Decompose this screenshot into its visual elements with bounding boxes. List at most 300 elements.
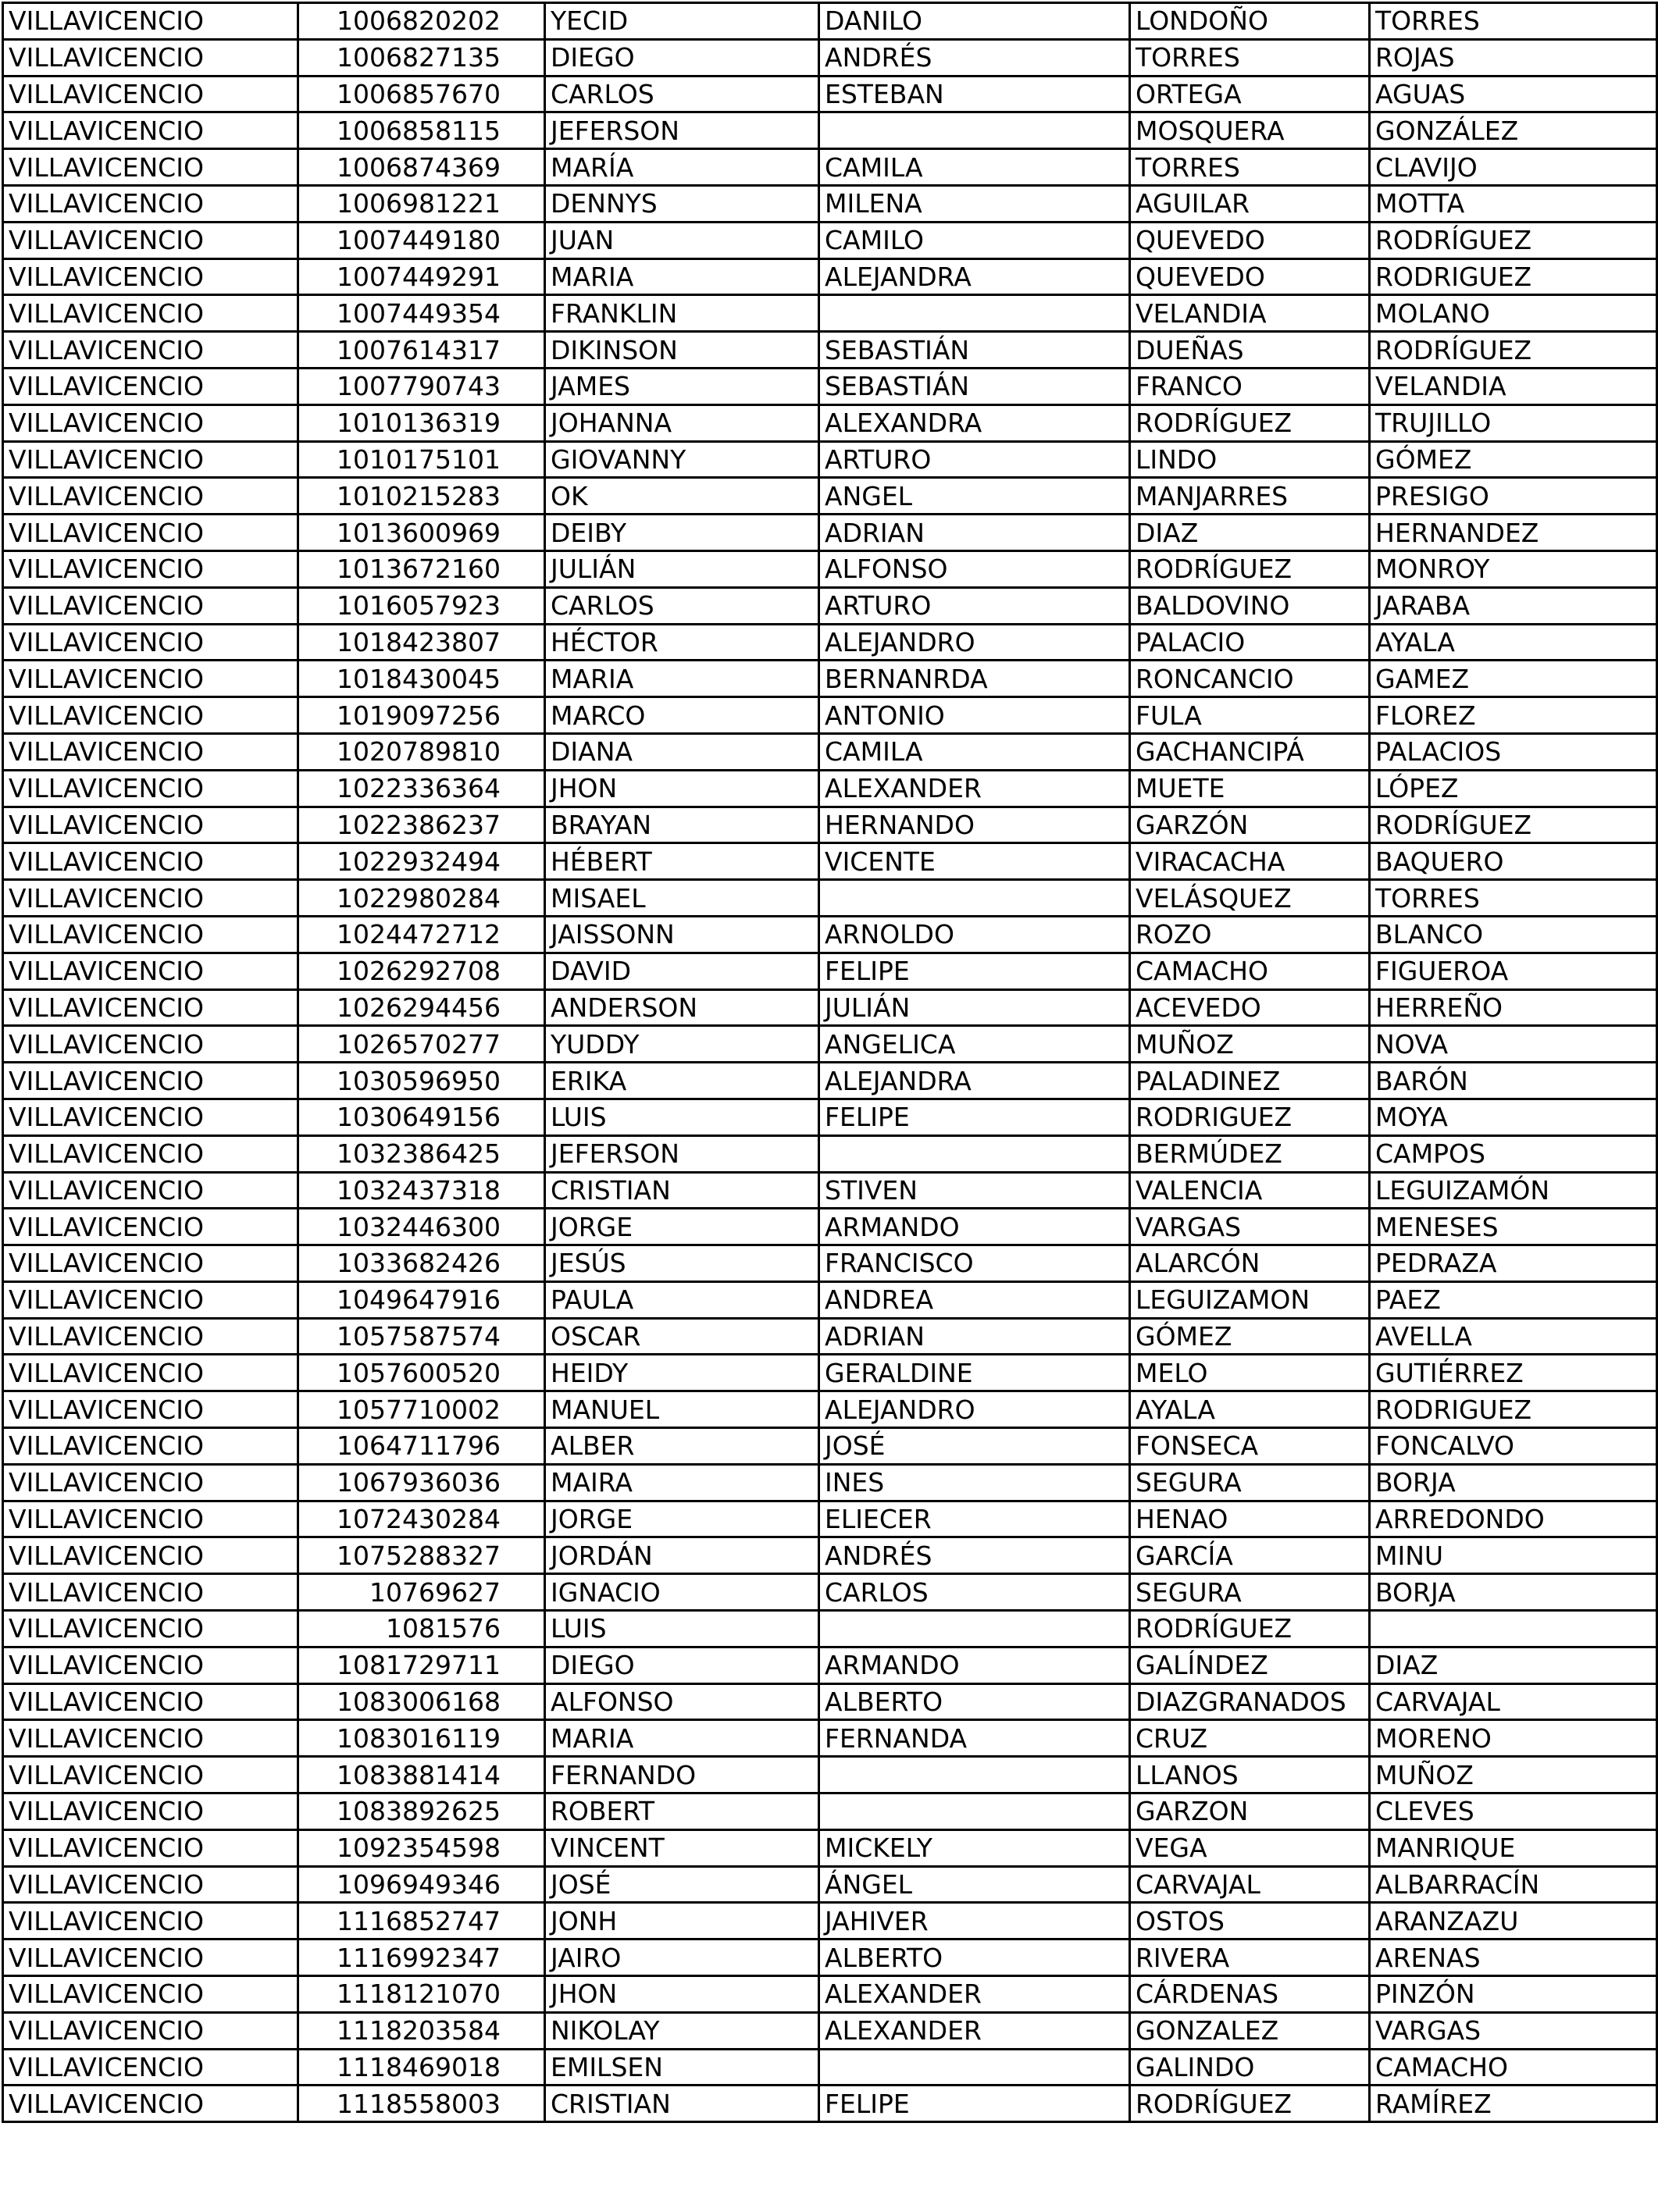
- id-number-cell[interactable]: 1057587574: [298, 1318, 545, 1355]
- second-surname-cell[interactable]: HERNANDEZ: [1370, 515, 1657, 551]
- first-surname-cell[interactable]: ROZO: [1130, 916, 1370, 953]
- first-name-cell[interactable]: ALBER: [545, 1428, 819, 1465]
- second-name-cell[interactable]: SEBASTIÁN: [819, 332, 1130, 369]
- id-number-cell[interactable]: 1018430045: [298, 661, 545, 697]
- second-surname-cell[interactable]: MANRIQUE: [1370, 1829, 1657, 1866]
- first-surname-cell[interactable]: ALARCÓN: [1130, 1245, 1370, 1282]
- city-cell[interactable]: VILLAVICENCIO: [3, 624, 298, 661]
- second-name-cell[interactable]: ALEJANDRA: [819, 1063, 1130, 1099]
- second-name-cell[interactable]: ARTURO: [819, 587, 1130, 624]
- first-name-cell[interactable]: BRAYAN: [545, 807, 819, 843]
- second-surname-cell[interactable]: HERREÑO: [1370, 989, 1657, 1026]
- city-cell[interactable]: VILLAVICENCIO: [3, 1757, 298, 1793]
- first-name-cell[interactable]: MISAEL: [545, 880, 819, 917]
- city-cell[interactable]: VILLAVICENCIO: [3, 2086, 298, 2122]
- second-surname-cell[interactable]: [1370, 1611, 1657, 1647]
- first-name-cell[interactable]: DIANA: [545, 733, 819, 770]
- first-surname-cell[interactable]: TORRES: [1130, 39, 1370, 76]
- first-surname-cell[interactable]: AGUILAR: [1130, 185, 1370, 222]
- first-name-cell[interactable]: FERNANDO: [545, 1757, 819, 1793]
- second-surname-cell[interactable]: GAMEZ: [1370, 661, 1657, 697]
- second-surname-cell[interactable]: RODRIGUEZ: [1370, 1391, 1657, 1428]
- first-name-cell[interactable]: ALFONSO: [545, 1683, 819, 1720]
- city-cell[interactable]: VILLAVICENCIO: [3, 770, 298, 807]
- first-name-cell[interactable]: IGNACIO: [545, 1574, 819, 1611]
- city-cell[interactable]: VILLAVICENCIO: [3, 1683, 298, 1720]
- city-cell[interactable]: VILLAVICENCIO: [3, 916, 298, 953]
- city-cell[interactable]: VILLAVICENCIO: [3, 587, 298, 624]
- id-number-cell[interactable]: 1022932494: [298, 843, 545, 880]
- first-name-cell[interactable]: VINCENT: [545, 1829, 819, 1866]
- id-number-cell[interactable]: 1118203584: [298, 2012, 545, 2049]
- first-name-cell[interactable]: MARIA: [545, 661, 819, 697]
- first-surname-cell[interactable]: BALDOVINO: [1130, 587, 1370, 624]
- second-name-cell[interactable]: VICENTE: [819, 843, 1130, 880]
- city-cell[interactable]: VILLAVICENCIO: [3, 1793, 298, 1830]
- first-surname-cell[interactable]: CARVAJAL: [1130, 1866, 1370, 1903]
- second-name-cell[interactable]: ESTEBAN: [819, 76, 1130, 112]
- first-surname-cell[interactable]: RODRÍGUEZ: [1130, 404, 1370, 441]
- second-name-cell[interactable]: ÁNGEL: [819, 1866, 1130, 1903]
- first-name-cell[interactable]: DIEGO: [545, 1647, 819, 1683]
- city-cell[interactable]: VILLAVICENCIO: [3, 1355, 298, 1391]
- city-cell[interactable]: VILLAVICENCIO: [3, 368, 298, 404]
- first-surname-cell[interactable]: GARZON: [1130, 1793, 1370, 1830]
- id-number-cell[interactable]: 1064711796: [298, 1428, 545, 1465]
- second-surname-cell[interactable]: JARABA: [1370, 587, 1657, 624]
- id-number-cell[interactable]: 1033682426: [298, 1245, 545, 1282]
- second-surname-cell[interactable]: MORENO: [1370, 1720, 1657, 1757]
- first-surname-cell[interactable]: VELANDIA: [1130, 295, 1370, 332]
- id-number-cell[interactable]: 1022386237: [298, 807, 545, 843]
- first-surname-cell[interactable]: CRUZ: [1130, 1720, 1370, 1757]
- first-surname-cell[interactable]: LINDO: [1130, 441, 1370, 478]
- first-surname-cell[interactable]: SEGURA: [1130, 1464, 1370, 1501]
- first-name-cell[interactable]: JULIÁN: [545, 550, 819, 587]
- id-number-cell[interactable]: 1006981221: [298, 185, 545, 222]
- city-cell[interactable]: VILLAVICENCIO: [3, 185, 298, 222]
- first-surname-cell[interactable]: PALACIO: [1130, 624, 1370, 661]
- second-name-cell[interactable]: ANDRÉS: [819, 1537, 1130, 1574]
- second-name-cell[interactable]: ANGELICA: [819, 1026, 1130, 1063]
- first-surname-cell[interactable]: LEGUIZAMON: [1130, 1281, 1370, 1318]
- first-surname-cell[interactable]: GARCÍA: [1130, 1537, 1370, 1574]
- second-name-cell[interactable]: [819, 1757, 1130, 1793]
- second-surname-cell[interactable]: TORRES: [1370, 880, 1657, 917]
- first-name-cell[interactable]: JAIRO: [545, 1940, 819, 1976]
- second-name-cell[interactable]: [819, 295, 1130, 332]
- second-surname-cell[interactable]: LEGUIZAMÓN: [1370, 1172, 1657, 1209]
- second-name-cell[interactable]: ARTURO: [819, 441, 1130, 478]
- second-name-cell[interactable]: CAMILA: [819, 149, 1130, 186]
- id-number-cell[interactable]: 1096949346: [298, 1866, 545, 1903]
- first-surname-cell[interactable]: GACHANCIPÁ: [1130, 733, 1370, 770]
- second-name-cell[interactable]: ALBERTO: [819, 1940, 1130, 1976]
- id-number-cell[interactable]: 1030649156: [298, 1099, 545, 1135]
- id-number-cell[interactable]: 1010136319: [298, 404, 545, 441]
- first-surname-cell[interactable]: GARZÓN: [1130, 807, 1370, 843]
- second-surname-cell[interactable]: PINZÓN: [1370, 1976, 1657, 2013]
- id-number-cell[interactable]: 1057710002: [298, 1391, 545, 1428]
- first-name-cell[interactable]: HÉBERT: [545, 843, 819, 880]
- second-surname-cell[interactable]: TORRES: [1370, 3, 1657, 40]
- second-name-cell[interactable]: ALEXANDER: [819, 770, 1130, 807]
- first-name-cell[interactable]: JUAN: [545, 222, 819, 258]
- second-name-cell[interactable]: FELIPE: [819, 953, 1130, 989]
- city-cell[interactable]: VILLAVICENCIO: [3, 515, 298, 551]
- second-name-cell[interactable]: ALEJANDRA: [819, 258, 1130, 295]
- first-surname-cell[interactable]: ACEVEDO: [1130, 989, 1370, 1026]
- city-cell[interactable]: VILLAVICENCIO: [3, 1428, 298, 1465]
- city-cell[interactable]: VILLAVICENCIO: [3, 1976, 298, 2013]
- first-surname-cell[interactable]: MUETE: [1130, 770, 1370, 807]
- first-surname-cell[interactable]: VELÁSQUEZ: [1130, 880, 1370, 917]
- id-number-cell[interactable]: 1032446300: [298, 1209, 545, 1245]
- first-name-cell[interactable]: HÉCTOR: [545, 624, 819, 661]
- first-surname-cell[interactable]: MOSQUERA: [1130, 112, 1370, 149]
- first-surname-cell[interactable]: FULA: [1130, 697, 1370, 734]
- second-name-cell[interactable]: ALEJANDRO: [819, 624, 1130, 661]
- id-number-cell[interactable]: 1026294456: [298, 989, 545, 1026]
- first-name-cell[interactable]: CRISTIAN: [545, 1172, 819, 1209]
- first-name-cell[interactable]: MAIRA: [545, 1464, 819, 1501]
- second-name-cell[interactable]: [819, 2049, 1130, 2086]
- second-surname-cell[interactable]: CLEVES: [1370, 1793, 1657, 1830]
- city-cell[interactable]: VILLAVICENCIO: [3, 1464, 298, 1501]
- second-surname-cell[interactable]: FIGUEROA: [1370, 953, 1657, 989]
- city-cell[interactable]: VILLAVICENCIO: [3, 1099, 298, 1135]
- first-name-cell[interactable]: JAISSONN: [545, 916, 819, 953]
- second-name-cell[interactable]: JOSÉ: [819, 1428, 1130, 1465]
- first-name-cell[interactable]: EMILSEN: [545, 2049, 819, 2086]
- first-name-cell[interactable]: OK: [545, 478, 819, 515]
- city-cell[interactable]: VILLAVICENCIO: [3, 843, 298, 880]
- first-name-cell[interactable]: JHON: [545, 1976, 819, 2013]
- city-cell[interactable]: VILLAVICENCIO: [3, 149, 298, 186]
- first-surname-cell[interactable]: DIAZ: [1130, 515, 1370, 551]
- id-number-cell[interactable]: 1007449291: [298, 258, 545, 295]
- second-name-cell[interactable]: ALEXANDER: [819, 2012, 1130, 2049]
- city-cell[interactable]: VILLAVICENCIO: [3, 1026, 298, 1063]
- city-cell[interactable]: VILLAVICENCIO: [3, 295, 298, 332]
- first-name-cell[interactable]: DIKINSON: [545, 332, 819, 369]
- second-surname-cell[interactable]: AGUAS: [1370, 76, 1657, 112]
- second-name-cell[interactable]: ALEXANDRA: [819, 404, 1130, 441]
- second-surname-cell[interactable]: ROJAS: [1370, 39, 1657, 76]
- first-name-cell[interactable]: JORGE: [545, 1209, 819, 1245]
- first-name-cell[interactable]: JEFERSON: [545, 1135, 819, 1172]
- first-surname-cell[interactable]: MELO: [1130, 1355, 1370, 1391]
- second-name-cell[interactable]: FELIPE: [819, 1099, 1130, 1135]
- first-surname-cell[interactable]: GÓMEZ: [1130, 1318, 1370, 1355]
- id-number-cell[interactable]: 1007614317: [298, 332, 545, 369]
- first-surname-cell[interactable]: PALADINEZ: [1130, 1063, 1370, 1099]
- first-surname-cell[interactable]: RODRÍGUEZ: [1130, 550, 1370, 587]
- first-surname-cell[interactable]: AYALA: [1130, 1391, 1370, 1428]
- id-number-cell[interactable]: 1006827135: [298, 39, 545, 76]
- id-number-cell[interactable]: 1075288327: [298, 1537, 545, 1574]
- second-surname-cell[interactable]: MUÑOZ: [1370, 1757, 1657, 1793]
- first-name-cell[interactable]: DIEGO: [545, 39, 819, 76]
- first-name-cell[interactable]: CARLOS: [545, 587, 819, 624]
- first-surname-cell[interactable]: RIVERA: [1130, 1940, 1370, 1976]
- city-cell[interactable]: VILLAVICENCIO: [3, 1281, 298, 1318]
- first-surname-cell[interactable]: LLANOS: [1130, 1757, 1370, 1793]
- second-surname-cell[interactable]: RODRÍGUEZ: [1370, 222, 1657, 258]
- first-name-cell[interactable]: JOSÉ: [545, 1866, 819, 1903]
- second-surname-cell[interactable]: PAEZ: [1370, 1281, 1657, 1318]
- second-surname-cell[interactable]: PALACIOS: [1370, 733, 1657, 770]
- first-name-cell[interactable]: ERIKA: [545, 1063, 819, 1099]
- city-cell[interactable]: VILLAVICENCIO: [3, 1318, 298, 1355]
- first-name-cell[interactable]: MARCO: [545, 697, 819, 734]
- id-number-cell[interactable]: 1026570277: [298, 1026, 545, 1063]
- first-name-cell[interactable]: JORDÁN: [545, 1537, 819, 1574]
- second-surname-cell[interactable]: RAMÍREZ: [1370, 2086, 1657, 2122]
- first-surname-cell[interactable]: GONZALEZ: [1130, 2012, 1370, 2049]
- city-cell[interactable]: VILLAVICENCIO: [3, 661, 298, 697]
- second-name-cell[interactable]: FELIPE: [819, 2086, 1130, 2122]
- city-cell[interactable]: VILLAVICENCIO: [3, 953, 298, 989]
- city-cell[interactable]: VILLAVICENCIO: [3, 2012, 298, 2049]
- first-name-cell[interactable]: JORGE: [545, 1501, 819, 1537]
- second-surname-cell[interactable]: VARGAS: [1370, 2012, 1657, 2049]
- first-surname-cell[interactable]: GALINDO: [1130, 2049, 1370, 2086]
- first-surname-cell[interactable]: RONCANCIO: [1130, 661, 1370, 697]
- first-name-cell[interactable]: GIOVANNY: [545, 441, 819, 478]
- first-name-cell[interactable]: YUDDY: [545, 1026, 819, 1063]
- second-surname-cell[interactable]: BORJA: [1370, 1574, 1657, 1611]
- id-number-cell[interactable]: 1032386425: [298, 1135, 545, 1172]
- id-number-cell[interactable]: 1006858115: [298, 112, 545, 149]
- first-surname-cell[interactable]: DIAZGRANADOS: [1130, 1683, 1370, 1720]
- second-surname-cell[interactable]: GÓMEZ: [1370, 441, 1657, 478]
- first-name-cell[interactable]: MARIA: [545, 1720, 819, 1757]
- city-cell[interactable]: VILLAVICENCIO: [3, 989, 298, 1026]
- second-surname-cell[interactable]: PRESIGO: [1370, 478, 1657, 515]
- first-surname-cell[interactable]: VALENCIA: [1130, 1172, 1370, 1209]
- id-number-cell[interactable]: 1006857670: [298, 76, 545, 112]
- second-name-cell[interactable]: FERNANDA: [819, 1720, 1130, 1757]
- city-cell[interactable]: VILLAVICENCIO: [3, 733, 298, 770]
- second-name-cell[interactable]: [819, 1611, 1130, 1647]
- id-number-cell[interactable]: 1022336364: [298, 770, 545, 807]
- first-name-cell[interactable]: ROBERT: [545, 1793, 819, 1830]
- city-cell[interactable]: VILLAVICENCIO: [3, 1245, 298, 1282]
- id-number-cell[interactable]: 1010215283: [298, 478, 545, 515]
- id-number-cell[interactable]: 1026292708: [298, 953, 545, 989]
- second-surname-cell[interactable]: MINU: [1370, 1537, 1657, 1574]
- first-name-cell[interactable]: CARLOS: [545, 76, 819, 112]
- first-name-cell[interactable]: LUIS: [545, 1099, 819, 1135]
- second-surname-cell[interactable]: NOVA: [1370, 1026, 1657, 1063]
- second-surname-cell[interactable]: CAMPOS: [1370, 1135, 1657, 1172]
- second-name-cell[interactable]: CARLOS: [819, 1574, 1130, 1611]
- first-surname-cell[interactable]: BERMÚDEZ: [1130, 1135, 1370, 1172]
- second-surname-cell[interactable]: FONCALVO: [1370, 1428, 1657, 1465]
- id-number-cell[interactable]: 1022980284: [298, 880, 545, 917]
- id-number-cell[interactable]: 1024472712: [298, 916, 545, 953]
- city-cell[interactable]: VILLAVICENCIO: [3, 880, 298, 917]
- id-number-cell[interactable]: 1083016119: [298, 1720, 545, 1757]
- city-cell[interactable]: VILLAVICENCIO: [3, 1501, 298, 1537]
- first-surname-cell[interactable]: RODRÍGUEZ: [1130, 2086, 1370, 2122]
- id-number-cell[interactable]: 1018423807: [298, 624, 545, 661]
- second-surname-cell[interactable]: PEDRAZA: [1370, 1245, 1657, 1282]
- second-name-cell[interactable]: ALEXANDER: [819, 1976, 1130, 2013]
- first-surname-cell[interactable]: CÁRDENAS: [1130, 1976, 1370, 2013]
- second-surname-cell[interactable]: RODRIGUEZ: [1370, 258, 1657, 295]
- city-cell[interactable]: VILLAVICENCIO: [3, 1537, 298, 1574]
- second-name-cell[interactable]: ARMANDO: [819, 1209, 1130, 1245]
- city-cell[interactable]: VILLAVICENCIO: [3, 39, 298, 76]
- second-surname-cell[interactable]: BAQUERO: [1370, 843, 1657, 880]
- id-number-cell[interactable]: 1007790743: [298, 368, 545, 404]
- second-name-cell[interactable]: ELIECER: [819, 1501, 1130, 1537]
- city-cell[interactable]: VILLAVICENCIO: [3, 258, 298, 295]
- id-number-cell[interactable]: 1010175101: [298, 441, 545, 478]
- first-name-cell[interactable]: MANUEL: [545, 1391, 819, 1428]
- id-number-cell[interactable]: 1013600969: [298, 515, 545, 551]
- first-surname-cell[interactable]: OSTOS: [1130, 1903, 1370, 1940]
- city-cell[interactable]: VILLAVICENCIO: [3, 3, 298, 40]
- id-number-cell[interactable]: 1049647916: [298, 1281, 545, 1318]
- first-surname-cell[interactable]: MANJARRES: [1130, 478, 1370, 515]
- city-cell[interactable]: VILLAVICENCIO: [3, 1063, 298, 1099]
- second-name-cell[interactable]: ANGEL: [819, 478, 1130, 515]
- second-name-cell[interactable]: ANDREA: [819, 1281, 1130, 1318]
- second-name-cell[interactable]: [819, 1135, 1130, 1172]
- city-cell[interactable]: VILLAVICENCIO: [3, 1209, 298, 1245]
- first-name-cell[interactable]: CRISTIAN: [545, 2086, 819, 2122]
- first-surname-cell[interactable]: VIRACACHA: [1130, 843, 1370, 880]
- second-name-cell[interactable]: ARMANDO: [819, 1647, 1130, 1683]
- first-surname-cell[interactable]: SEGURA: [1130, 1574, 1370, 1611]
- city-cell[interactable]: VILLAVICENCIO: [3, 1172, 298, 1209]
- first-surname-cell[interactable]: VEGA: [1130, 1829, 1370, 1866]
- second-name-cell[interactable]: ADRIAN: [819, 1318, 1130, 1355]
- city-cell[interactable]: VILLAVICENCIO: [3, 1647, 298, 1683]
- first-name-cell[interactable]: PAULA: [545, 1281, 819, 1318]
- second-surname-cell[interactable]: CAMACHO: [1370, 2049, 1657, 2086]
- second-surname-cell[interactable]: ARREDONDO: [1370, 1501, 1657, 1537]
- city-cell[interactable]: VILLAVICENCIO: [3, 1866, 298, 1903]
- first-surname-cell[interactable]: FRANCO: [1130, 368, 1370, 404]
- city-cell[interactable]: VILLAVICENCIO: [3, 222, 298, 258]
- city-cell[interactable]: VILLAVICENCIO: [3, 1611, 298, 1647]
- id-number-cell[interactable]: 1067936036: [298, 1464, 545, 1501]
- first-surname-cell[interactable]: QUEVEDO: [1130, 222, 1370, 258]
- second-name-cell[interactable]: BERNANRDA: [819, 661, 1130, 697]
- second-surname-cell[interactable]: LÓPEZ: [1370, 770, 1657, 807]
- second-name-cell[interactable]: MILENA: [819, 185, 1130, 222]
- id-number-cell[interactable]: 1006820202: [298, 3, 545, 40]
- second-surname-cell[interactable]: RODRÍGUEZ: [1370, 332, 1657, 369]
- second-name-cell[interactable]: ALBERTO: [819, 1683, 1130, 1720]
- first-surname-cell[interactable]: GALÍNDEZ: [1130, 1647, 1370, 1683]
- second-surname-cell[interactable]: GONZÁLEZ: [1370, 112, 1657, 149]
- city-cell[interactable]: VILLAVICENCIO: [3, 332, 298, 369]
- second-name-cell[interactable]: STIVEN: [819, 1172, 1130, 1209]
- first-name-cell[interactable]: DENNYS: [545, 185, 819, 222]
- second-surname-cell[interactable]: AVELLA: [1370, 1318, 1657, 1355]
- id-number-cell[interactable]: 1083892625: [298, 1793, 545, 1830]
- second-name-cell[interactable]: [819, 880, 1130, 917]
- second-surname-cell[interactable]: GUTIÉRREZ: [1370, 1355, 1657, 1391]
- city-cell[interactable]: VILLAVICENCIO: [3, 2049, 298, 2086]
- first-name-cell[interactable]: FRANKLIN: [545, 295, 819, 332]
- id-number-cell[interactable]: 10769627: [298, 1574, 545, 1611]
- city-cell[interactable]: VILLAVICENCIO: [3, 76, 298, 112]
- city-cell[interactable]: VILLAVICENCIO: [3, 112, 298, 149]
- first-name-cell[interactable]: LUIS: [545, 1611, 819, 1647]
- second-surname-cell[interactable]: MONROY: [1370, 550, 1657, 587]
- city-cell[interactable]: VILLAVICENCIO: [3, 807, 298, 843]
- first-name-cell[interactable]: JONH: [545, 1903, 819, 1940]
- city-cell[interactable]: VILLAVICENCIO: [3, 404, 298, 441]
- first-surname-cell[interactable]: HENAO: [1130, 1501, 1370, 1537]
- id-number-cell[interactable]: 1019097256: [298, 697, 545, 734]
- second-surname-cell[interactable]: AYALA: [1370, 624, 1657, 661]
- first-name-cell[interactable]: OSCAR: [545, 1318, 819, 1355]
- first-name-cell[interactable]: MARIA: [545, 258, 819, 295]
- first-surname-cell[interactable]: FONSECA: [1130, 1428, 1370, 1465]
- first-name-cell[interactable]: HEIDY: [545, 1355, 819, 1391]
- second-surname-cell[interactable]: BARÓN: [1370, 1063, 1657, 1099]
- first-surname-cell[interactable]: QUEVEDO: [1130, 258, 1370, 295]
- first-name-cell[interactable]: JEFERSON: [545, 112, 819, 149]
- second-surname-cell[interactable]: MOYA: [1370, 1099, 1657, 1135]
- first-name-cell[interactable]: YECID: [545, 3, 819, 40]
- first-name-cell[interactable]: DEIBY: [545, 515, 819, 551]
- second-name-cell[interactable]: ADRIAN: [819, 515, 1130, 551]
- second-surname-cell[interactable]: ARANZAZU: [1370, 1903, 1657, 1940]
- second-surname-cell[interactable]: MENESES: [1370, 1209, 1657, 1245]
- id-number-cell[interactable]: 1007449354: [298, 295, 545, 332]
- id-number-cell[interactable]: 1020789810: [298, 733, 545, 770]
- second-name-cell[interactable]: ANDRÉS: [819, 39, 1130, 76]
- id-number-cell[interactable]: 1118469018: [298, 2049, 545, 2086]
- second-name-cell[interactable]: GERALDINE: [819, 1355, 1130, 1391]
- city-cell[interactable]: VILLAVICENCIO: [3, 550, 298, 587]
- city-cell[interactable]: VILLAVICENCIO: [3, 441, 298, 478]
- id-number-cell[interactable]: 1083006168: [298, 1683, 545, 1720]
- id-number-cell[interactable]: 1030596950: [298, 1063, 545, 1099]
- second-surname-cell[interactable]: MOTTA: [1370, 185, 1657, 222]
- id-number-cell[interactable]: 1118558003: [298, 2086, 545, 2122]
- city-cell[interactable]: VILLAVICENCIO: [3, 478, 298, 515]
- second-name-cell[interactable]: CAMILA: [819, 733, 1130, 770]
- id-number-cell[interactable]: 1032437318: [298, 1172, 545, 1209]
- id-number-cell[interactable]: 1013672160: [298, 550, 545, 587]
- second-name-cell[interactable]: [819, 1793, 1130, 1830]
- second-surname-cell[interactable]: BLANCO: [1370, 916, 1657, 953]
- id-number-cell[interactable]: 1092354598: [298, 1829, 545, 1866]
- id-number-cell[interactable]: 1081729711: [298, 1647, 545, 1683]
- second-name-cell[interactable]: SEBASTIÁN: [819, 368, 1130, 404]
- id-number-cell[interactable]: 1118121070: [298, 1976, 545, 2013]
- first-name-cell[interactable]: NIKOLAY: [545, 2012, 819, 2049]
- second-surname-cell[interactable]: CARVAJAL: [1370, 1683, 1657, 1720]
- first-surname-cell[interactable]: ORTEGA: [1130, 76, 1370, 112]
- second-name-cell[interactable]: [819, 112, 1130, 149]
- first-name-cell[interactable]: JOHANNA: [545, 404, 819, 441]
- id-number-cell[interactable]: 1083881414: [298, 1757, 545, 1793]
- second-surname-cell[interactable]: DIAZ: [1370, 1647, 1657, 1683]
- id-number-cell[interactable]: 1116852747: [298, 1903, 545, 1940]
- first-surname-cell[interactable]: RODRÍGUEZ: [1130, 1611, 1370, 1647]
- first-name-cell[interactable]: JESÚS: [545, 1245, 819, 1282]
